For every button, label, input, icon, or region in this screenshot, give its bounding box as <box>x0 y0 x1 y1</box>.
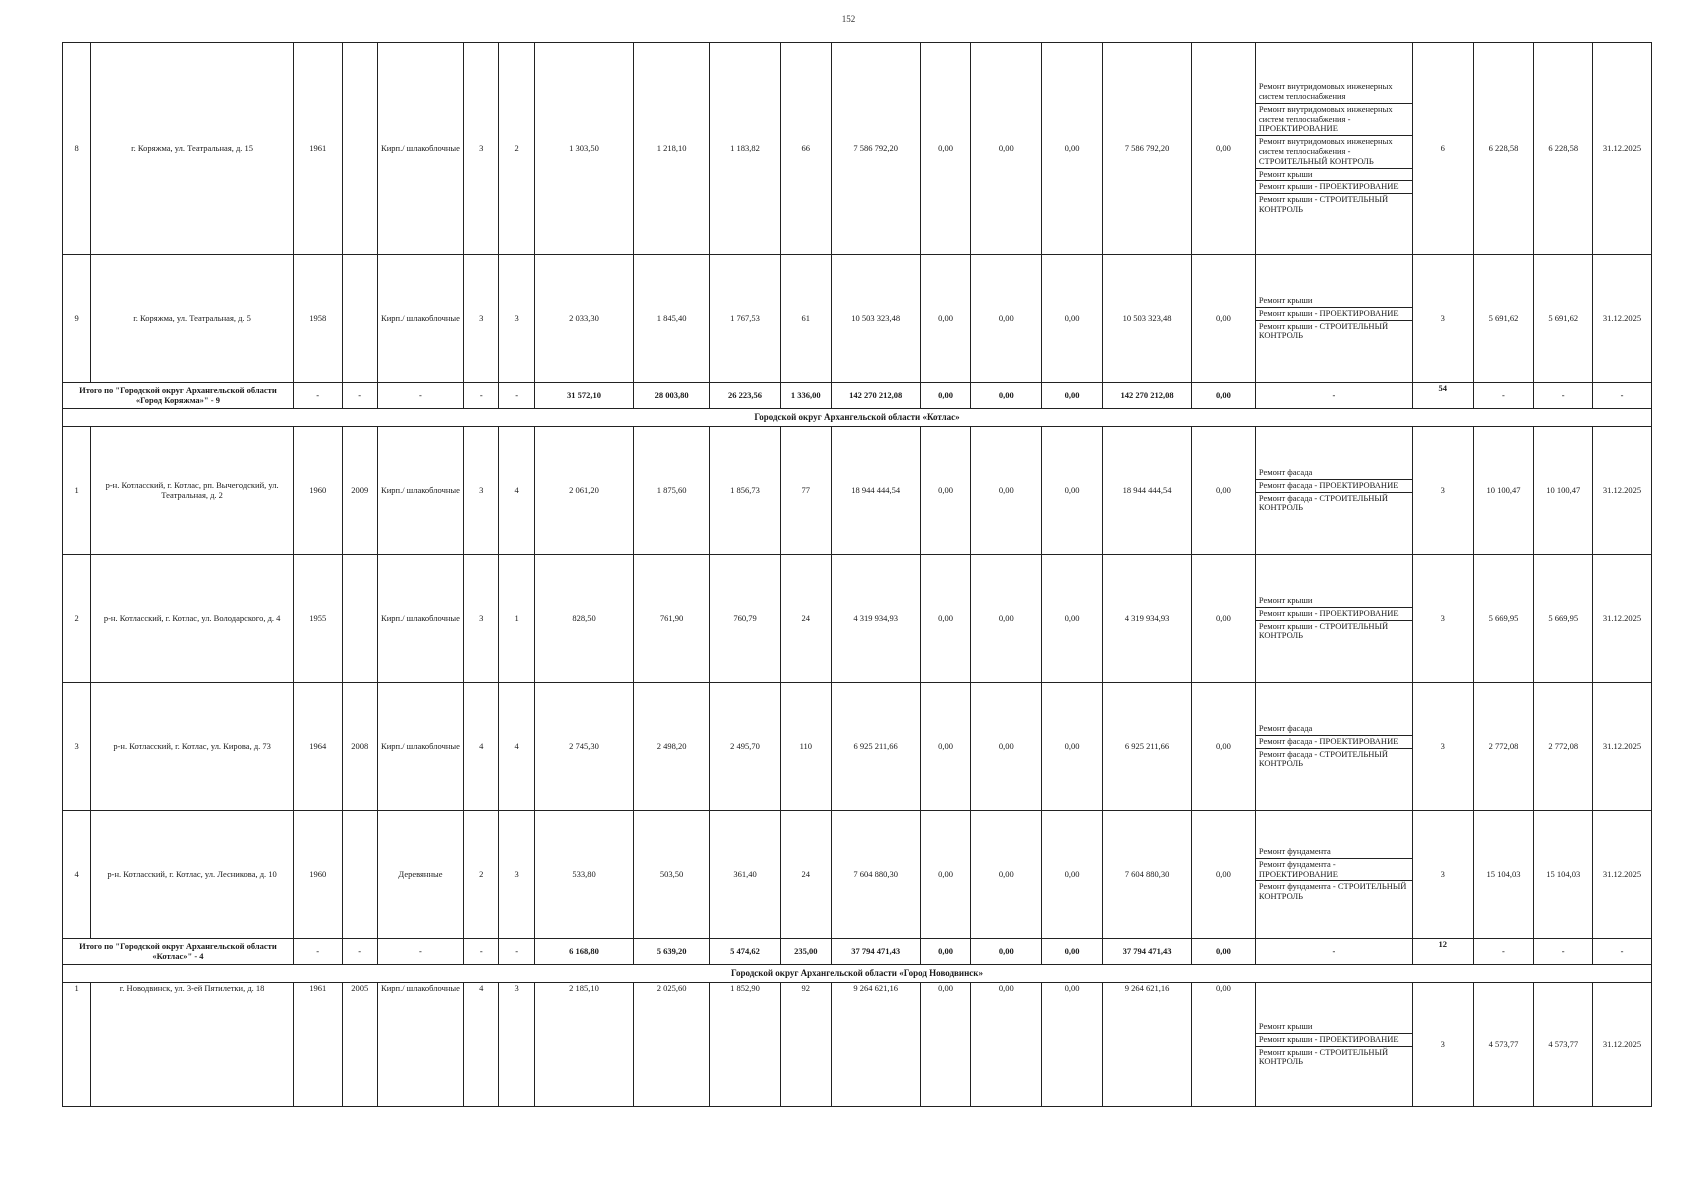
cell-c2: 15 104,03 <box>1534 811 1593 939</box>
cell-a2: 761,90 <box>634 555 710 683</box>
cell-cnt: 3 <box>1412 255 1473 383</box>
works-list <box>1256 595 1412 642</box>
cell-p: 110 <box>780 683 831 811</box>
total-a2: 5 639,20 <box>634 939 710 965</box>
work-item: Ремонт внутридомовых инженерных систем теплоснабжения - ПРОЕКТИРОВАНИЕ <box>1256 103 1412 135</box>
works-cell <box>1255 811 1412 939</box>
works-cell <box>1255 43 1412 255</box>
total-f4: 37 794 471,43 <box>1102 939 1191 965</box>
cell-a2: 1 218,10 <box>634 43 710 255</box>
cell-f3: 0,00 <box>1042 983 1103 1107</box>
cell-a3: 1 183,82 <box>710 43 781 255</box>
work-item: Ремонт крыши - ПРОЕКТИРОВАНИЕ <box>1256 607 1412 620</box>
cell-mat: Кирп./ шлакоблочные <box>377 427 463 555</box>
total-total: 142 270 212,08 <box>831 383 920 409</box>
total-label: Итого по "Городской округ Архангельской области «Котлас»" - 4 <box>63 939 294 965</box>
cell-f5: 0,00 <box>1192 683 1256 811</box>
cell-f3: 0,00 <box>1042 427 1103 555</box>
cell-f3: 0,00 <box>1042 811 1103 939</box>
cell-f3: 0,00 <box>1042 555 1103 683</box>
total-f4: 142 270 212,08 <box>1102 383 1191 409</box>
cell-a1: 533,80 <box>534 811 633 939</box>
cell-total: 7 586 792,20 <box>831 43 920 255</box>
cell-a2: 503,50 <box>634 811 710 939</box>
cell-cnt: 3 <box>1412 683 1473 811</box>
works-cell <box>1255 555 1412 683</box>
cell-c2: 5 669,95 <box>1534 555 1593 683</box>
total-row <box>63 939 1652 965</box>
cell-f4: 7 604 880,30 <box>1102 811 1191 939</box>
work-item: Ремонт крыши - ПРОЕКТИРОВАНИЕ <box>1256 181 1412 194</box>
works-cell <box>1255 427 1412 555</box>
cell-y1: 1955 <box>293 555 342 683</box>
dash-cell: - <box>1534 383 1593 409</box>
cell-f3: 0,00 <box>1042 683 1103 811</box>
cell-f2: 0,00 <box>971 683 1042 811</box>
cell-total: 10 503 323,48 <box>831 255 920 383</box>
works-list <box>1256 467 1412 514</box>
cell-cnt: 3 <box>1412 427 1473 555</box>
total-p: 235,00 <box>780 939 831 965</box>
cell-cnt: 3 <box>1412 811 1473 939</box>
work-item: Ремонт фасада <box>1256 467 1412 479</box>
works-list <box>1256 295 1412 342</box>
cell-f3: 0,00 <box>1042 255 1103 383</box>
work-item: Ремонт фундамента <box>1256 846 1412 858</box>
cell-c2: 10 100,47 <box>1534 427 1593 555</box>
cell-c1: 2 772,08 <box>1473 683 1534 811</box>
work-item: Ремонт крыши - СТРОИТЕЛЬНЫЙ КОНТРОЛЬ <box>1258 320 1389 341</box>
cell-a2: 1 875,60 <box>634 427 710 555</box>
cell-total: 9 264 621,16 <box>831 983 920 1107</box>
cell-y2: 2008 <box>342 683 377 811</box>
cell-f4: 4 319 934,93 <box>1102 555 1191 683</box>
cell-fl: 3 <box>464 43 499 255</box>
cell-p: 61 <box>780 255 831 383</box>
cell-addr: р-н. Котласский, г. Котлас, рп. Вычегодский, ул. Театральная, д. 2 <box>91 427 294 555</box>
cell-mat: Деревянные <box>377 811 463 939</box>
cell-f4: 7 586 792,20 <box>1102 43 1191 255</box>
work-item: Ремонт фасада - ПРОЕКТИРОВАНИЕ <box>1256 735 1412 748</box>
cell-en: 4 <box>499 683 534 811</box>
cell-p: 24 <box>780 811 831 939</box>
cell-f5: 0,00 <box>1192 983 1256 1107</box>
cell-f5: 0,00 <box>1192 555 1256 683</box>
cell-mat: Кирп./ шлакоблочные <box>377 555 463 683</box>
section-header-row <box>63 409 1652 427</box>
cell-f2: 0,00 <box>971 555 1042 683</box>
cell-p: 92 <box>780 983 831 1107</box>
dash-cell: - <box>1473 939 1534 965</box>
cell-f5: 0,00 <box>1192 811 1256 939</box>
table-row <box>63 555 1652 683</box>
cell-c1: 4 573,77 <box>1473 983 1534 1107</box>
cell-p: 24 <box>780 555 831 683</box>
cell-date: 31.12.2025 <box>1593 427 1652 555</box>
work-item: Ремонт фасада - СТРОИТЕЛЬНЫЙ КОНТРОЛЬ <box>1258 492 1388 513</box>
cell-y2 <box>342 811 377 939</box>
cell-a3: 760,79 <box>710 555 781 683</box>
cell-f5: 0,00 <box>1192 255 1256 383</box>
register-table <box>62 42 1652 1107</box>
total-f2: 0,00 <box>971 383 1042 409</box>
cell-addr: г. Коряжма, ул. Театральная, д. 5 <box>91 255 294 383</box>
cell-date: 31.12.2025 <box>1593 683 1652 811</box>
cell-total: 7 604 880,30 <box>831 811 920 939</box>
cell-f4: 9 264 621,16 <box>1102 983 1191 1107</box>
table-row <box>63 811 1652 939</box>
cell-c1: 6 228,58 <box>1473 43 1534 255</box>
dash-cell: - <box>1473 383 1534 409</box>
cell-y1: 1964 <box>293 683 342 811</box>
table-row <box>63 255 1652 383</box>
cell-fl: 4 <box>464 983 499 1107</box>
cell-total: 4 319 934,93 <box>831 555 920 683</box>
cell-en: 1 <box>499 555 534 683</box>
cell-f2: 0,00 <box>971 427 1042 555</box>
cell-p: 77 <box>780 427 831 555</box>
total-a3: 26 223,56 <box>710 383 781 409</box>
cell-y2 <box>342 255 377 383</box>
cell-f3: 0,00 <box>1042 43 1103 255</box>
work-item: Ремонт крыши <box>1256 1021 1412 1033</box>
cell-n: 2 <box>63 555 91 683</box>
cell-fl: 3 <box>464 255 499 383</box>
works-list <box>1256 1021 1412 1068</box>
total-f2: 0,00 <box>971 939 1042 965</box>
dash-cell: - <box>1534 939 1593 965</box>
work-item: Ремонт фундамента - ПРОЕКТИРОВАНИЕ <box>1256 858 1412 881</box>
dash-cell: - <box>293 939 342 965</box>
cell-f4: 6 925 211,66 <box>1102 683 1191 811</box>
work-item: Ремонт крыши - СТРОИТЕЛЬНЫЙ КОНТРОЛЬ <box>1258 194 1389 214</box>
section-header: Городской округ Архангельской области «Котлас» <box>63 409 1652 427</box>
cell-c2: 2 772,08 <box>1534 683 1593 811</box>
cell-addr: г. Коряжма, ул. Театральная, д. 15 <box>91 43 294 255</box>
cell-date: 31.12.2025 <box>1593 255 1652 383</box>
cell-f1: 0,00 <box>920 811 971 939</box>
table-row <box>63 43 1652 255</box>
cell-mat: Кирп./ шлакоблочные <box>377 683 463 811</box>
cell-date: 31.12.2025 <box>1593 43 1652 255</box>
dash-cell: - <box>499 383 534 409</box>
total-f3: 0,00 <box>1042 383 1103 409</box>
cell-n: 1 <box>63 983 91 1107</box>
work-item: Ремонт крыши - СТРОИТЕЛЬНЫЙ КОНТРОЛЬ <box>1258 1046 1389 1067</box>
section-header: Городской округ Архангельской области «Город Новодвинск» <box>63 965 1652 983</box>
total-a2: 28 003,80 <box>634 383 710 409</box>
total-f3: 0,00 <box>1042 939 1103 965</box>
cell-n: 4 <box>63 811 91 939</box>
cell-y2 <box>342 555 377 683</box>
cell-mat: Кирп./ шлакоблочные <box>377 43 463 255</box>
cell-cnt: 3 <box>1412 555 1473 683</box>
work-item: Ремонт фасада - ПРОЕКТИРОВАНИЕ <box>1256 479 1412 492</box>
cell-f1: 0,00 <box>920 255 971 383</box>
cell-f4: 18 944 444,54 <box>1102 427 1191 555</box>
work-item: Ремонт внутридомовых инженерных систем теплоснабжения <box>1256 81 1412 103</box>
cell-total: 6 925 211,66 <box>831 683 920 811</box>
works-list <box>1256 723 1412 770</box>
cell-a1: 1 303,50 <box>534 43 633 255</box>
work-item: Ремонт внутридомовых инженерных систем теплоснабжения - СТРОИТЕЛЬНЫЙ КОНТРОЛЬ <box>1256 136 1412 168</box>
cell-f2: 0,00 <box>971 255 1042 383</box>
cell-n: 9 <box>63 255 91 383</box>
cell-fl: 3 <box>464 555 499 683</box>
cell-c1: 5 691,62 <box>1473 255 1534 383</box>
cell-n: 8 <box>63 43 91 255</box>
cell-a3: 361,40 <box>710 811 781 939</box>
total-row <box>63 383 1652 409</box>
cell-y1: 1961 <box>293 983 342 1107</box>
cell-f1: 0,00 <box>920 983 971 1107</box>
cell-mat: Кирп./ шлакоблочные <box>377 255 463 383</box>
cell-en: 3 <box>499 255 534 383</box>
works-cell <box>1255 683 1412 811</box>
cell-y2: 2009 <box>342 427 377 555</box>
works-list <box>1256 81 1412 215</box>
cell-a1: 2 061,20 <box>534 427 633 555</box>
cell-cnt: 6 <box>1412 43 1473 255</box>
cell-a3: 1 767,53 <box>710 255 781 383</box>
dash-cell: - <box>377 939 463 965</box>
cell-f2: 0,00 <box>971 983 1042 1107</box>
total-cnt: 12 <box>1412 939 1473 965</box>
cell-f1: 0,00 <box>920 555 971 683</box>
cell-y1: 1958 <box>293 255 342 383</box>
table-row <box>63 983 1652 1107</box>
dash-cell: - <box>1593 383 1652 409</box>
dash-cell: - <box>1593 939 1652 965</box>
cell-a2: 2 498,20 <box>634 683 710 811</box>
cell-f4: 10 503 323,48 <box>1102 255 1191 383</box>
total-f1: 0,00 <box>920 939 971 965</box>
total-a3: 5 474,62 <box>710 939 781 965</box>
dash-cell: - <box>342 383 377 409</box>
total-a1: 31 572,10 <box>534 383 633 409</box>
work-item: Ремонт фасада - СТРОИТЕЛЬНЫЙ КОНТРОЛЬ <box>1258 748 1388 769</box>
cell-f5: 0,00 <box>1192 43 1256 255</box>
cell-cnt: 3 <box>1412 983 1473 1107</box>
cell-y1: 1960 <box>293 427 342 555</box>
cell-a1: 828,50 <box>534 555 633 683</box>
page-number: 152 <box>841 14 856 24</box>
work-item: Ремонт фундамента - СТРОИТЕЛЬНЫЙ КОНТРОЛЬ <box>1258 881 1407 902</box>
cell-date: 31.12.2025 <box>1593 983 1652 1107</box>
cell-a1: 2 745,30 <box>534 683 633 811</box>
cell-n: 1 <box>63 427 91 555</box>
works-cell <box>1255 255 1412 383</box>
dash-cell: - <box>1255 939 1412 965</box>
cell-addr: р-н. Котласский, г. Котлас, ул. Кирова, д. 73 <box>91 683 294 811</box>
table-row <box>63 427 1652 555</box>
dash-cell: - <box>377 383 463 409</box>
cell-f2: 0,00 <box>971 811 1042 939</box>
total-p: 1 336,00 <box>780 383 831 409</box>
cell-date: 31.12.2025 <box>1593 555 1652 683</box>
cell-a3: 1 852,90 <box>710 983 781 1107</box>
cell-y1: 1960 <box>293 811 342 939</box>
cell-addr: р-н. Котласский, г. Котлас, ул. Лесникова, д. 10 <box>91 811 294 939</box>
dash-cell: - <box>464 939 499 965</box>
cell-c2: 5 691,62 <box>1534 255 1593 383</box>
works-list <box>1256 846 1412 903</box>
cell-en: 3 <box>499 811 534 939</box>
cell-f1: 0,00 <box>920 43 971 255</box>
cell-f5: 0,00 <box>1192 427 1256 555</box>
cell-p: 66 <box>780 43 831 255</box>
cell-c2: 6 228,58 <box>1534 43 1593 255</box>
cell-f1: 0,00 <box>920 427 971 555</box>
cell-date: 31.12.2025 <box>1593 811 1652 939</box>
cell-a2: 1 845,40 <box>634 255 710 383</box>
work-item: Ремонт крыши - ПРОЕКТИРОВАНИЕ <box>1256 1033 1412 1046</box>
total-a1: 6 168,80 <box>534 939 633 965</box>
total-cnt: 54 <box>1412 383 1473 409</box>
works-cell <box>1255 983 1412 1107</box>
cell-en: 3 <box>499 983 534 1107</box>
total-label: Итого по "Городской округ Архангельской области «Город Коряжма»" - 9 <box>63 383 294 409</box>
work-item: Ремонт крыши <box>1256 295 1412 307</box>
cell-total: 18 944 444,54 <box>831 427 920 555</box>
total-f5: 0,00 <box>1192 939 1256 965</box>
cell-addr: р-н. Котласский, г. Котлас, ул. Володарского, д. 4 <box>91 555 294 683</box>
dash-cell: - <box>464 383 499 409</box>
cell-fl: 3 <box>464 427 499 555</box>
cell-en: 2 <box>499 43 534 255</box>
work-item: Ремонт крыши <box>1256 595 1412 607</box>
dash-cell: - <box>293 383 342 409</box>
cell-y2 <box>342 43 377 255</box>
cell-n: 3 <box>63 683 91 811</box>
work-item: Ремонт крыши - СТРОИТЕЛЬНЫЙ КОНТРОЛЬ <box>1258 620 1389 641</box>
cell-c1: 5 669,95 <box>1473 555 1534 683</box>
cell-mat: Кирп./ шлакоблочные <box>377 983 463 1107</box>
cell-f2: 0,00 <box>971 43 1042 255</box>
cell-en: 4 <box>499 427 534 555</box>
total-total: 37 794 471,43 <box>831 939 920 965</box>
cell-a1: 2 033,30 <box>534 255 633 383</box>
cell-c2: 4 573,77 <box>1534 983 1593 1107</box>
dash-cell: - <box>1255 383 1412 409</box>
cell-fl: 4 <box>464 683 499 811</box>
cell-y2: 2005 <box>342 983 377 1107</box>
cell-c1: 10 100,47 <box>1473 427 1534 555</box>
table-row <box>63 683 1652 811</box>
cell-y1: 1961 <box>293 43 342 255</box>
cell-addr: г. Новодвинск, ул. 3-ей Пятилетки, д. 18 <box>91 983 294 1107</box>
cell-f1: 0,00 <box>920 683 971 811</box>
work-item: Ремонт крыши <box>1256 168 1412 181</box>
cell-fl: 2 <box>464 811 499 939</box>
section-header-row <box>63 965 1652 983</box>
dash-cell: - <box>499 939 534 965</box>
cell-c1: 15 104,03 <box>1473 811 1534 939</box>
cell-a3: 2 495,70 <box>710 683 781 811</box>
total-f1: 0,00 <box>920 383 971 409</box>
work-item: Ремонт фасада <box>1256 723 1412 735</box>
cell-a3: 1 856,73 <box>710 427 781 555</box>
cell-a1: 2 185,10 <box>534 983 633 1107</box>
total-f5: 0,00 <box>1192 383 1256 409</box>
work-item: Ремонт крыши - ПРОЕКТИРОВАНИЕ <box>1256 307 1412 320</box>
dash-cell: - <box>342 939 377 965</box>
cell-a2: 2 025,60 <box>634 983 710 1107</box>
